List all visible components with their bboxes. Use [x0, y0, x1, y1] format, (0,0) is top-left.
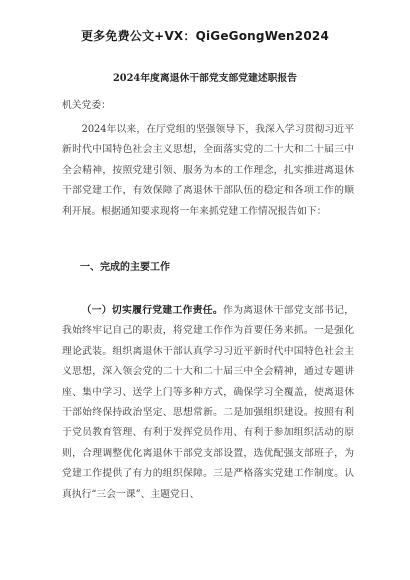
subsection-paragraph: [62, 301, 354, 505]
section-heading: 一、完成的主要工作: [80, 262, 170, 273]
subsection-body: 作为离退休干部党支部书记，我始终牢记自己的职责，将党建工作作为首要任务来抓。一是强化理论武装。组织离退休干部认真学习习近平新时代中国特色社会主义思想，深入领会党的二十大和二十届三中全会精神，通过专题讲座、集中学习、送学上门等多种方式，确保学习全覆盖，使离退休干部始终保持政治坚定、思想常新。二是加强组织建设。按照有利于党员教育管理、有利于发挥党员作用、有利于参加组织活动的原则，合理调整优化离退休干部党支部设置，选优配强支部班子，为党建工作提供了有力的组织保障。三是严格落实党建工作制度。认真执行“三会一课”、主题党日、: [62, 305, 355, 500]
intro-paragraph: 2024年以来，在厅党组的坚强领导下，我深入学习贯彻习近平新时代中国特色社会主义思想，全面落实党的二十大和二十届三中全会精神，按照党建引领、服务为本的工作理念，扎实推进离退休干部党建工作，有效保障了离退休干部队伍的稳定和各项工作的顺利开展。根据通知要求现将一年来抓党建工作情况报告如下：: [62, 124, 354, 217]
subsection-heading: （一）切实履行党建工作责任。: [81, 305, 223, 316]
document-title: 2024年度离退休干部党支部党建述职报告: [112, 73, 298, 84]
watermark-header: 更多免费公文+VX：QiGeGongWen2024: [80, 29, 329, 43]
salutation: 机关党委：: [62, 100, 111, 111]
